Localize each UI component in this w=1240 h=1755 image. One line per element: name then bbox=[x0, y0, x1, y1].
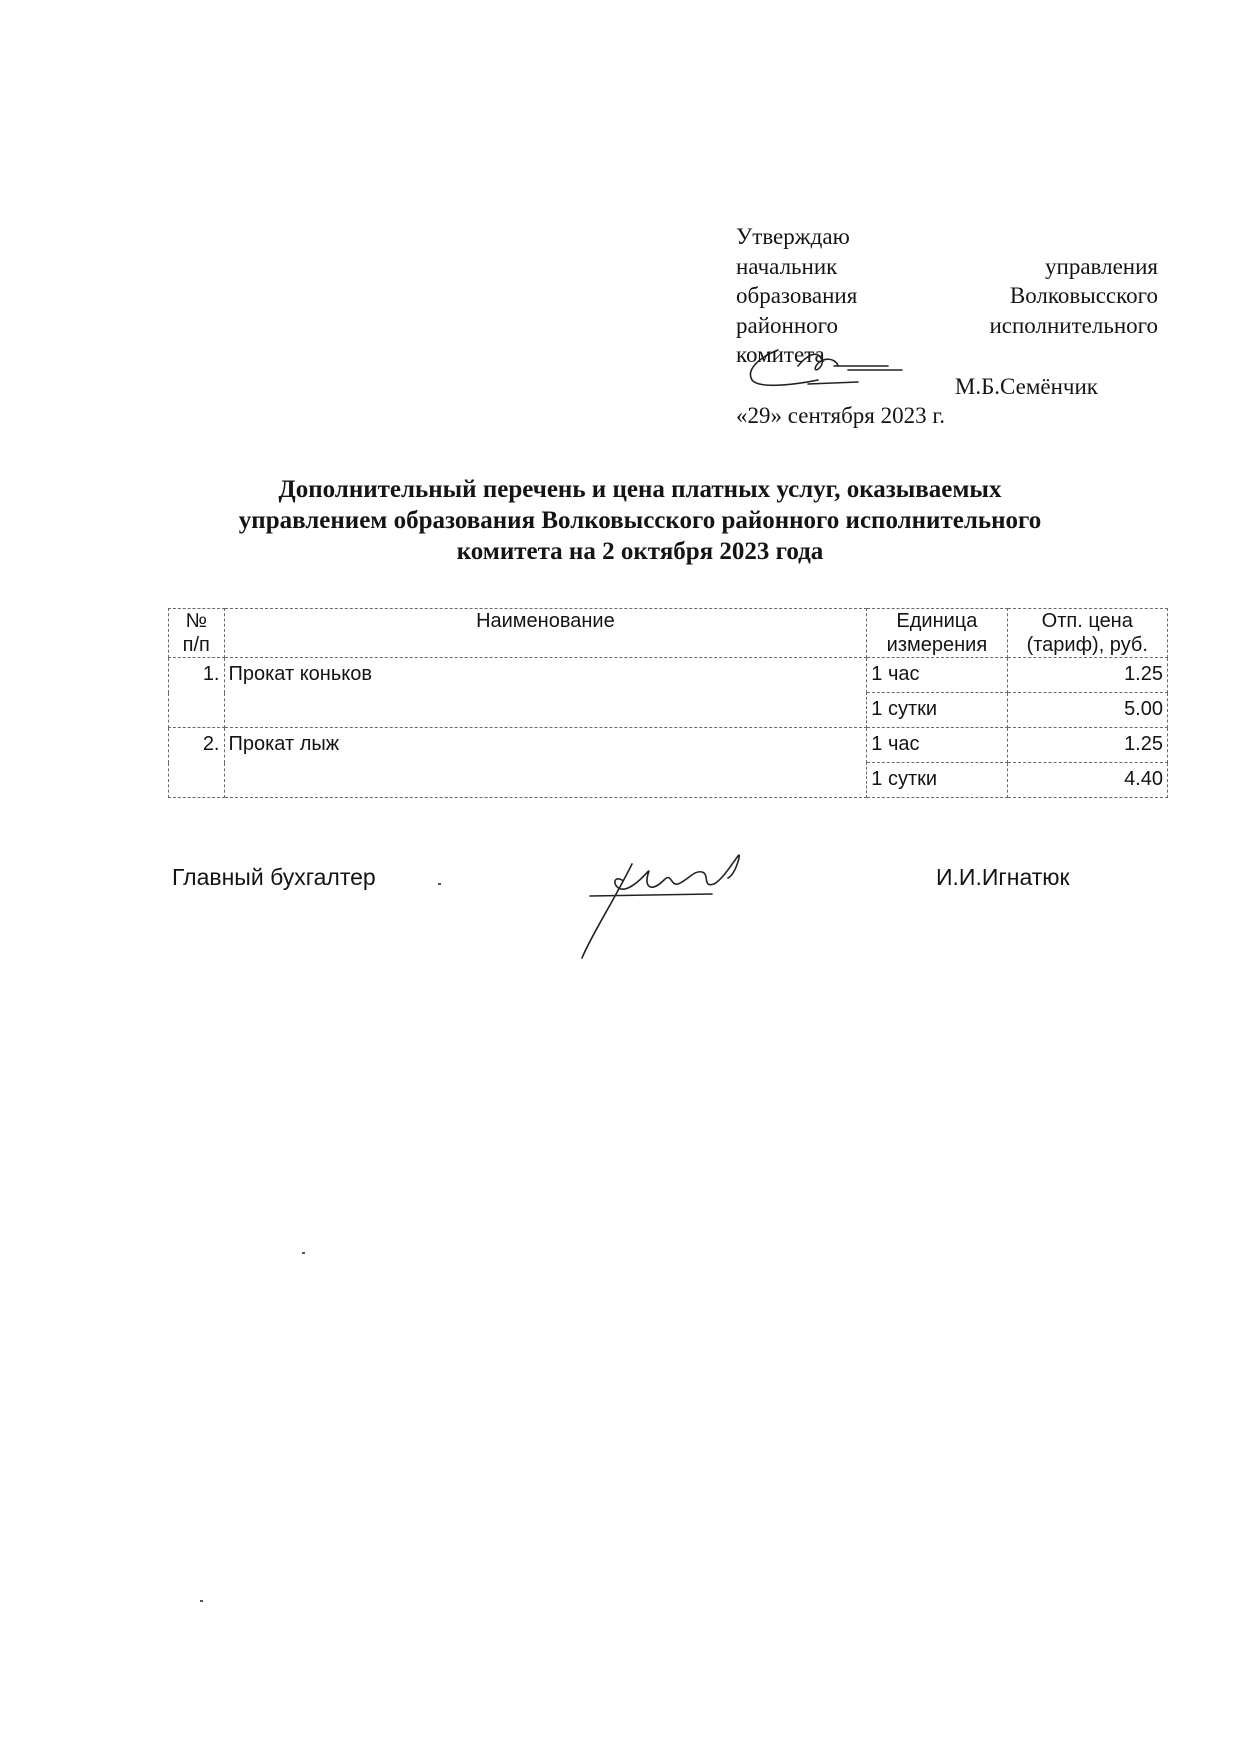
table-header-row bbox=[169, 609, 1168, 658]
row-price: 5.00 bbox=[1007, 693, 1167, 728]
scan-speck bbox=[438, 883, 441, 885]
approval-date: «29» сентября 2023 г. bbox=[736, 403, 945, 428]
document-title-line-1: Дополнительный перечень и цена платных услуг, оказываемых bbox=[278, 476, 1002, 503]
header-unit bbox=[867, 609, 1007, 658]
approval-block bbox=[736, 222, 1158, 431]
header-price-line-2: (тариф), руб. bbox=[1026, 634, 1148, 656]
row-name: Прокат коньков bbox=[224, 658, 867, 728]
approval-line-4-left: районного bbox=[736, 312, 838, 338]
row-number: 2. bbox=[169, 728, 225, 798]
row-number: 1. bbox=[169, 658, 225, 728]
header-price-line-1: Отп. цена bbox=[1041, 610, 1133, 632]
price-table bbox=[168, 608, 1168, 798]
row-unit: 1 час bbox=[867, 728, 1007, 763]
approver-signature bbox=[738, 336, 918, 396]
approval-line-3-left: образования bbox=[736, 283, 858, 308]
approval-line-2 bbox=[736, 252, 1158, 282]
approval-signer-name: М.Б.Семёнчик bbox=[954, 373, 1098, 399]
document-title-line-3: комитета на 2 октября 2023 года bbox=[456, 538, 824, 565]
approval-line-4-right: исполнительного bbox=[989, 312, 1158, 338]
scan-speck bbox=[200, 1600, 203, 1602]
row-price: 4.40 bbox=[1007, 763, 1167, 798]
header-price bbox=[1007, 609, 1167, 658]
accountant-position: Главный бухгалтер bbox=[172, 864, 376, 890]
approval-line-3 bbox=[736, 281, 1158, 311]
row-price: 1.25 bbox=[1007, 658, 1167, 693]
row-name: Прокат лыж bbox=[224, 728, 867, 798]
accountant-name: И.И.Игнатюк bbox=[936, 864, 1070, 890]
table-row bbox=[169, 728, 1168, 763]
row-unit: 1 сутки bbox=[867, 693, 1007, 728]
row-price: 1.25 bbox=[1007, 728, 1167, 763]
header-number-line-1: № bbox=[185, 610, 207, 632]
approval-line-2-left: начальник bbox=[736, 253, 838, 279]
header-name: Наименование bbox=[224, 609, 867, 658]
header-unit-line-1: Единица bbox=[896, 610, 978, 632]
header-unit-line-2: измерения bbox=[886, 634, 988, 656]
document-title bbox=[160, 474, 1120, 567]
accountant-signature bbox=[552, 834, 792, 964]
approval-line-5: комитета bbox=[736, 342, 825, 367]
table-row bbox=[169, 658, 1168, 693]
approval-heading: Утверждаю bbox=[736, 224, 850, 249]
header-number-line-2: п/п bbox=[182, 634, 210, 656]
scan-speck bbox=[302, 1252, 305, 1254]
header-number bbox=[169, 609, 225, 658]
approval-line-2-right: управления bbox=[1045, 253, 1158, 279]
approval-line-3-right: Волковысского bbox=[1009, 283, 1158, 308]
row-unit: 1 сутки bbox=[867, 763, 1007, 798]
document-title-line-2: управлением образования Волковысского районного исполнительного bbox=[238, 507, 1042, 534]
row-unit: 1 час bbox=[867, 658, 1007, 693]
